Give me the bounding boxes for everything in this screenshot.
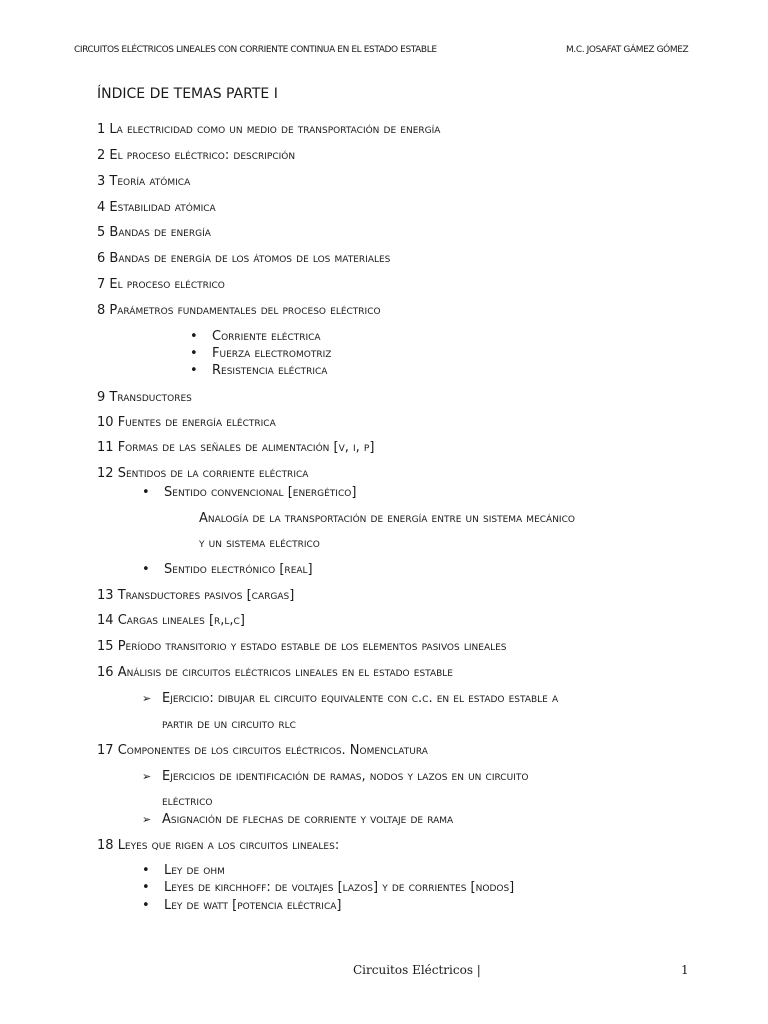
list-item: • Resistencia eléctrica — [190, 363, 328, 378]
list-item: • Corriente eléctrica — [190, 329, 321, 344]
list-item-continuation: partir de un circuito rlc — [162, 717, 296, 732]
topic-4: 4 Estabilidad atómica — [97, 200, 216, 215]
topic-12: 12 Sentidos de la corriente eléctrica — [97, 466, 309, 481]
list-item: ➢ Ejercicios de identificación de ramas, nodos y lazos en un circuito — [142, 769, 529, 784]
page-number: 1 — [681, 963, 689, 977]
running-header-title: CIRCUITOS ELÉCTRICOS LINEALES CON CORRIENTE CONTINUA EN EL ESTADO ESTABLE — [74, 45, 437, 55]
bullet-icon: • — [142, 898, 150, 913]
page-title: ÍNDICE DE TEMAS PARTE I — [97, 86, 278, 102]
topic-2: 2 El proceso eléctrico: descripción — [97, 148, 296, 163]
topic-7: 7 El proceso eléctrico — [97, 277, 225, 292]
topic-16: 16 Análisis de circuitos eléctricos lineales en el estado estable — [97, 665, 453, 680]
bullet-icon: • — [190, 346, 198, 361]
topic-5: 5 Bandas de energía — [97, 225, 211, 240]
bullet-icon: • — [142, 880, 150, 895]
list-item: • Leyes de kirchhoff: de voltajes [lazos] y de corrientes [nodos] — [142, 880, 515, 895]
bullet-icon: • — [142, 562, 150, 577]
list-item: • Ley de ohm — [142, 863, 225, 878]
topic-6: 6 Bandas de energía de los átomos de los materiales — [97, 251, 391, 266]
running-header-author: M.C. JOSAFAT GÁMEZ GÓMEZ — [566, 45, 689, 55]
arrow-bullet-icon: ➢ — [142, 770, 152, 783]
list-item: • Fuerza electromotriz — [190, 346, 332, 361]
topic-14: 14 Cargas lineales [r,l,c] — [97, 613, 245, 628]
footer-title: Circuitos Eléctricos | — [353, 963, 481, 977]
list-item: • Sentido convencional [energético] — [142, 485, 357, 500]
bullet-icon: • — [142, 485, 150, 500]
bullet-icon: • — [142, 863, 150, 878]
list-item: ➢ Ejercicio: dibujar el circuito equivalente con c.c. en el estado estable a — [142, 691, 559, 706]
list-item-continuation: eléctrico — [162, 794, 213, 809]
arrow-bullet-icon: ➢ — [142, 692, 152, 705]
analogy-line-1: Analogía de la transportación de energía entre un sistema mecánico — [199, 511, 575, 526]
bullet-icon: • — [190, 329, 198, 344]
list-item: • Ley de watt [potencia eléctrica] — [142, 898, 342, 913]
topic-18: 18 Leyes que rigen a los circuitos lineales: — [97, 838, 340, 853]
bullet-icon: • — [190, 363, 198, 378]
topic-9: 9 Transductores — [97, 390, 192, 405]
topic-15: 15 Período transitorio y estado estable de los elementos pasivos lineales — [97, 639, 507, 654]
topic-17: 17 Componentes de los circuitos eléctricos. Nomenclatura — [97, 743, 428, 758]
topic-3: 3 Teoría atómica — [97, 174, 191, 189]
topic-10: 10 Fuentes de energía eléctrica — [97, 415, 276, 430]
analogy-line-2: y un sistema eléctrico — [199, 536, 320, 551]
list-item: ➢ Asignación de flechas de corriente y voltaje de rama — [142, 812, 454, 827]
topic-11: 11 Formas de las señales de alimentación [v, i, p] — [97, 440, 375, 455]
arrow-bullet-icon: ➢ — [142, 813, 152, 826]
topic-13: 13 Transductores pasivos [cargas] — [97, 588, 295, 603]
topic-1: 1 La electricidad como un medio de transportación de energía — [97, 122, 441, 137]
list-item: • Sentido electrónico [real] — [142, 562, 313, 577]
topic-8: 8 Parámetros fundamentales del proceso eléctrico — [97, 303, 381, 318]
